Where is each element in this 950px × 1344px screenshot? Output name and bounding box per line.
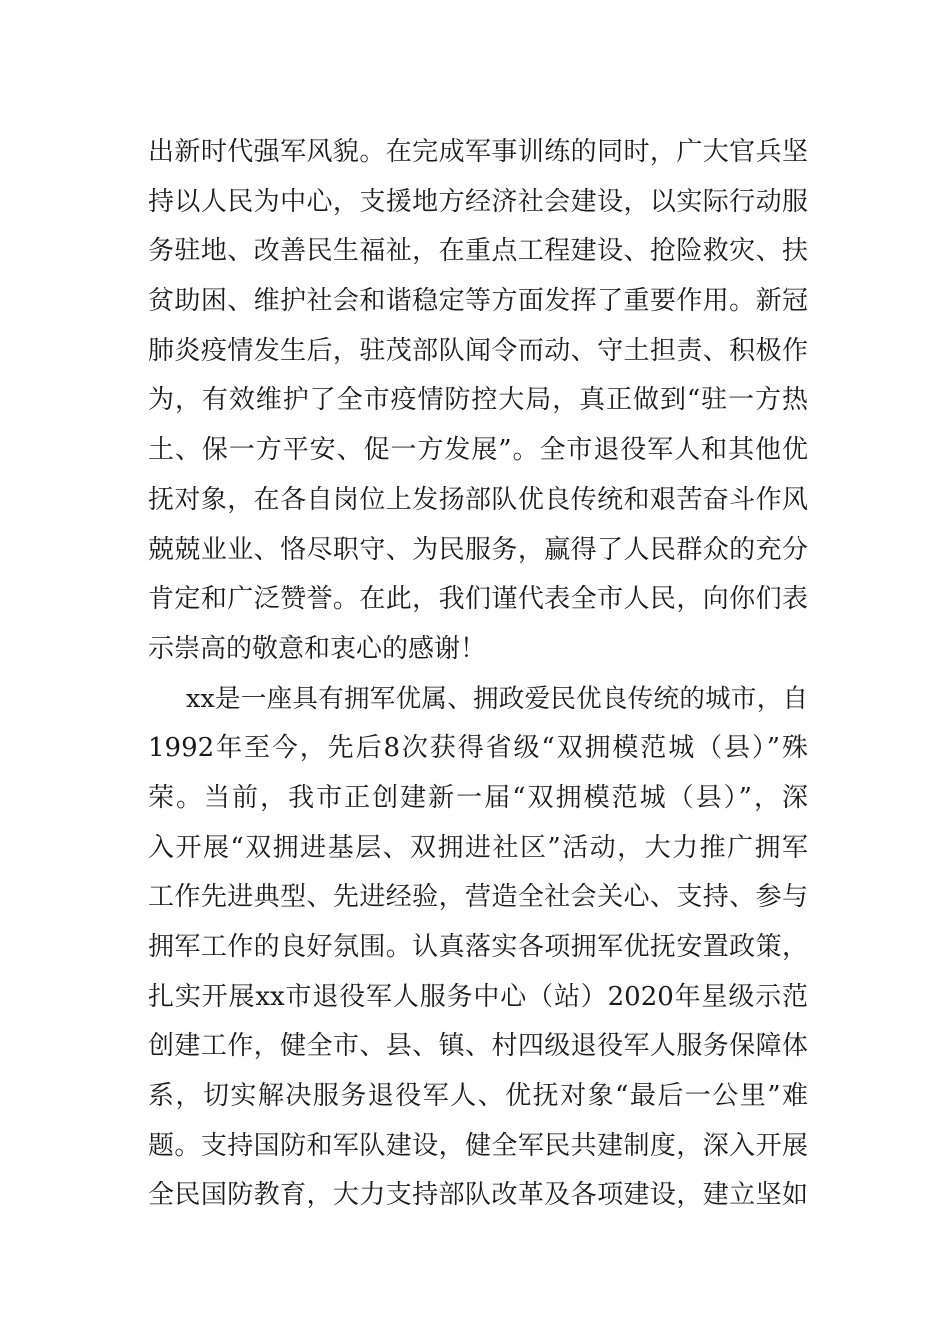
text-line: 工作先进典型、先进经验，营造全社会关心、支持、参与 (148, 882, 808, 913)
text-line: 务驻地、改善民生福祉，在重点工程建设、抢险救灾、扶 (148, 236, 808, 267)
text-line: 示崇高的敬意和衷心的感谢！ (148, 633, 487, 664)
text-line: 全民国防教育，大力支持部队改革及各项建设，建立坚如 (148, 1180, 808, 1211)
text-line: 土、保一方平安、促一方发展”。全市退役军人和其他优 (148, 435, 808, 466)
text-line: 出新时代强军风貌。在完成军事训练的同时，广大官兵坚 (148, 137, 808, 167)
text-line: 肺炎疫情发生后，驻茂部队闻令而动、守土担责、积极作 (148, 335, 808, 366)
text-line: 持以人民为中心，支援地方经济社会建设，以实际行动服 (148, 186, 808, 217)
text-line: 入开展“双拥进基层、双拥进社区”活动，大力推广拥军 (148, 832, 808, 863)
body-text (148, 128, 808, 1221)
text-line: 贫助困、维护社会和谐稳定等方面发挥了重要作用。新冠 (148, 286, 808, 317)
text-line: 题。支持国防和军队建设，健全军民共建制度，深入开展 (148, 1130, 808, 1161)
text-line: 1992年至今，先后8次获得省级“双拥模范城（县）”殊 (148, 733, 808, 764)
text-line: 扎实开展xx市退役军人服务中心（站）2020年星级示范 (148, 981, 808, 1012)
text-line: xx是一座具有拥军优属、拥政爱民优良传统的城市，自 (186, 683, 808, 714)
text-line: 抚对象，在各自岗位上发扬部队优良传统和艰苦奋斗作风 (148, 484, 808, 515)
text-line: 为，有效维护了全市疫情防控大局，真正做到“驻一方热 (148, 385, 808, 416)
text-line: 拥军工作的良好氛围。认真落实各项拥军优抚安置政策， (148, 932, 808, 962)
text-line: 肯定和广泛赞誉。在此，我们谨代表全市人民，向你们表 (148, 584, 808, 615)
text-line: 兢兢业业、恪尽职守、为民服务，赢得了人民群众的充分 (148, 534, 808, 565)
text-line: 荣。当前，我市正创建新一届“双拥模范城（县）”，深 (148, 782, 808, 813)
text-line: 创建工作，健全市、县、镇、村四级退役军人服务保障体 (148, 1031, 808, 1062)
text-line: 系，切实解决服务退役军人、优抚对象“最后一公里”难 (148, 1081, 808, 1112)
